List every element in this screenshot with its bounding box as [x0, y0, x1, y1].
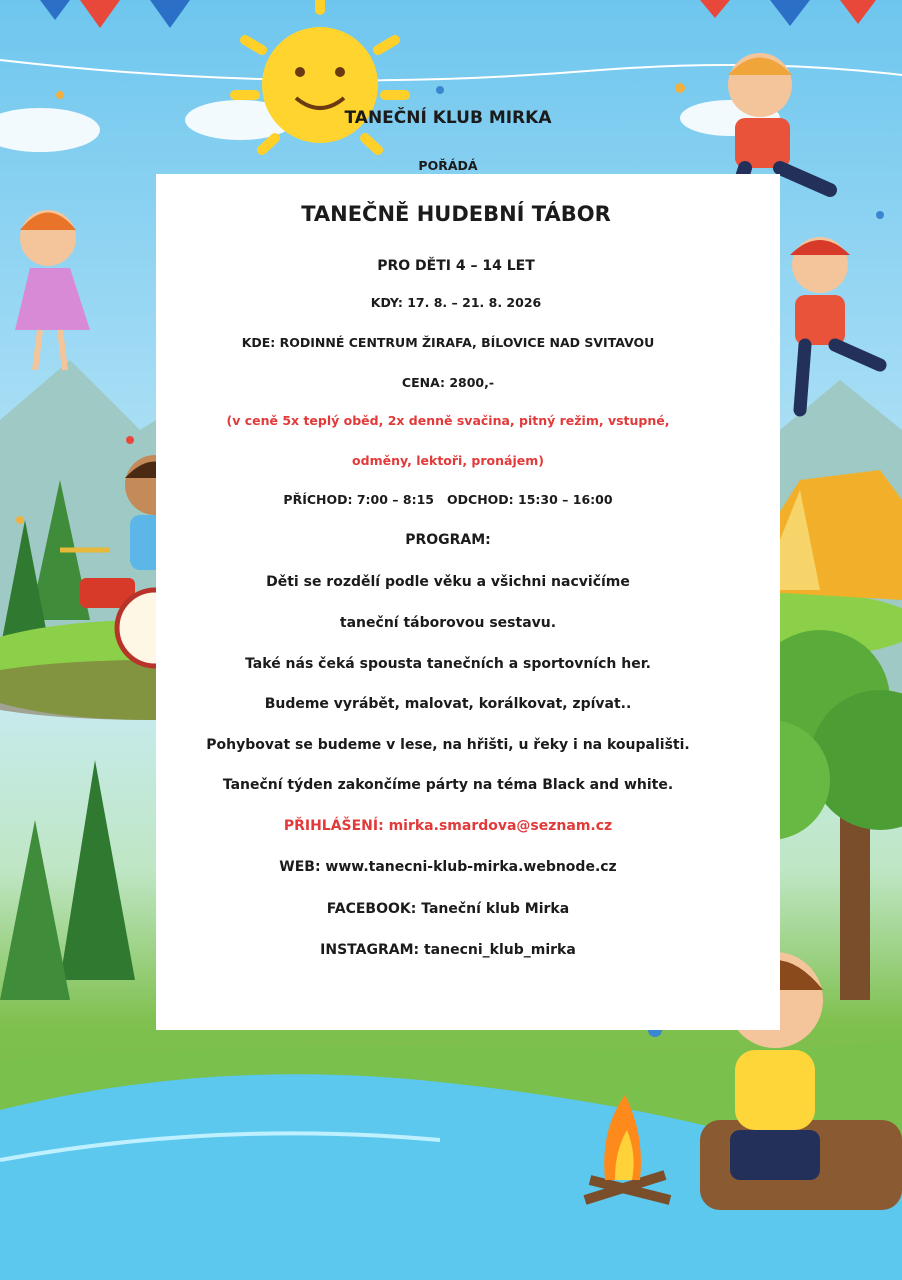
price: CENA: 2800,-: [401, 375, 495, 390]
arrival-departure: PŘÍCHOD: 7:00 – 8:15 ODCHOD: 15:30 – 16:00: [283, 492, 613, 507]
camp-title: TANEČNĚ HUDEBNÍ TÁBOR: [301, 202, 611, 226]
web-link: WEB: www.tanecni-klub-mirka.webnode.cz: [279, 859, 617, 875]
cap-boy-icon: [790, 237, 880, 410]
age-range: PRO DĚTI 4 – 14 LET: [377, 258, 535, 274]
location: KDE: RODINNÉ CENTRUM ŽIRAFA, BÍLOVICE NAD SVITAVOU: [241, 335, 655, 350]
price-note-line-2: odměny, lektoři, pronájem): [352, 453, 544, 468]
program-line: Budeme vyrábět, malovat, korálkovat, zpívat..: [264, 696, 632, 712]
program-line: Taneční týden zakončíme párty na téma Black and white.: [222, 777, 674, 793]
registration-contact: PŘIHLÁŠENÍ: mirka.smardova@seznam.cz: [283, 818, 613, 834]
program-line: Pohybovat se budeme v lese, na hřišti, u řeky i na koupališti.: [206, 737, 690, 753]
program-heading: PROGRAM:: [405, 532, 491, 548]
price-note-line-1: (v ceně 5x teplý oběd, 2x denně svačina, pitný režim, vstupné,: [226, 413, 670, 428]
facebook-link: FACEBOOK: Taneční klub Mirka: [326, 901, 570, 917]
program-line: taneční táborovou sestavu.: [339, 615, 557, 631]
program-line: Také nás čeká spousta tanečních a sportovních her.: [245, 656, 651, 672]
presents-label: POŘÁDÁ: [418, 158, 478, 173]
dates: KDY: 17. 8. – 21. 8. 2026: [370, 295, 542, 310]
program-line: Děti se rozdělí podle věku a všichni nacvičíme: [266, 574, 630, 590]
instagram-handle: INSTAGRAM: tanecni_klub_mirka: [320, 942, 576, 958]
dancing-girl-icon: [15, 210, 90, 370]
club-name: TANEČNÍ KLUB MIRKA: [344, 108, 552, 128]
